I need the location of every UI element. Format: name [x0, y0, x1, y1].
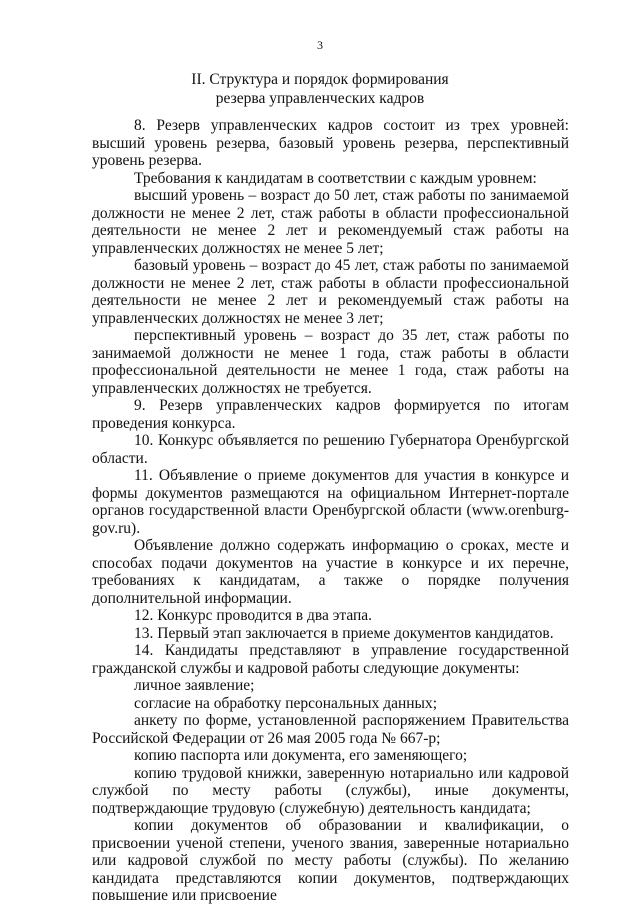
paragraph-10: 10. Конкурс объявляется по решению Губернатора Оренбургской области. [92, 432, 569, 467]
list-item-workbook-copy: копию трудовой книжки, заверенную нотариально или кадровой службой по месту работы (службы), иные документы, подтверждающие трудовую (служебную) деятельность кандидата; [92, 764, 569, 817]
paragraph-9: 9. Резерв управленческих кадров формируется по итогам проведения конкурса. [92, 397, 569, 432]
list-item-consent: согласие на обработку персональных данных; [134, 694, 438, 712]
paragraph-14: 14. Кандидаты представляют в управление государственной гражданской службы и кадровой работы следующие документы: [92, 642, 569, 677]
section-title [0, 70, 640, 108]
paragraph-higher-level: высший уровень – возраст до 50 лет, стаж работы по занимаемой должности не менее 2 лет, стаж работы в области профессиональной деятельности не менее 2 лет и рекомендуемый стаж работы на управленческих должностях не менее 5 лет; [92, 187, 569, 257]
paragraph-base-level: базовый уровень – возраст до 45 лет, стаж работы по занимаемой должности не менее 2 лет, стаж работы в области профессиональной деятельности не менее 2 лет и рекомендуемый стаж работы на управленческих должностях не менее 3 лет; [92, 257, 569, 327]
list-item-application: личное заявление; [134, 677, 255, 694]
paragraph-11: 11. Объявление о приеме документов для участия в конкурсе и формы документов размещаются на официальном Интернет-портале органов государственной власти Оренбургской области (www.orenburg-gov.ru). [92, 467, 569, 537]
list-item-education-copies: копии документов об образовании и квалификации, о присвоении ученой степени, ученого звания, заверенные нотариально или кадровой службой по месту работы (службы). По желанию кандидата представляются копии документов, подтверждающих повышение или присвоение [92, 817, 569, 904]
paragraph-13: 13. Первый этап заключается в приеме документов кандидатов. [134, 624, 554, 642]
paragraph-12: 12. Конкурс проводится в два этапа. [134, 607, 373, 624]
page-number: 3 [317, 38, 323, 52]
list-item-questionnaire: анкету по форме, установленной распоряжением Правительства Российской Федерации от 26 мая 2005 года № 667-р; [92, 712, 569, 747]
paragraph-requirements-intro: Требования к кандидатам в соответствии с каждым уровнем: [134, 169, 537, 187]
paragraph-announcement-content: Объявление должно содержать информацию о сроках, месте и способах подачи документов на участие в конкурсе и их перечне, требованиях к кандидатам, а также о порядке получения дополнительной информации. [92, 537, 569, 607]
paragraph-8: 8. Резерв управленческих кадров состоит из трех уровней: высший уровень резерва, базовый уровень резерва, перспективный уровень резерва. [92, 117, 569, 169]
document-body [92, 117, 569, 905]
section-title-line-2: резерва управленческих кадров [215, 90, 425, 107]
paragraph-prospective-level: перспективный уровень – возраст до 35 лет, стаж работы по занимаемой должности не менее 1 года, стаж работы в области профессиональной деятельности не менее 1 года, стаж работы на управленческих должностях не требуется. [92, 327, 569, 397]
section-title-line-1: II. Структура и порядок формирования [191, 71, 449, 88]
list-item-passport-copy: копию паспорта или документа, его заменяющего; [134, 747, 468, 764]
